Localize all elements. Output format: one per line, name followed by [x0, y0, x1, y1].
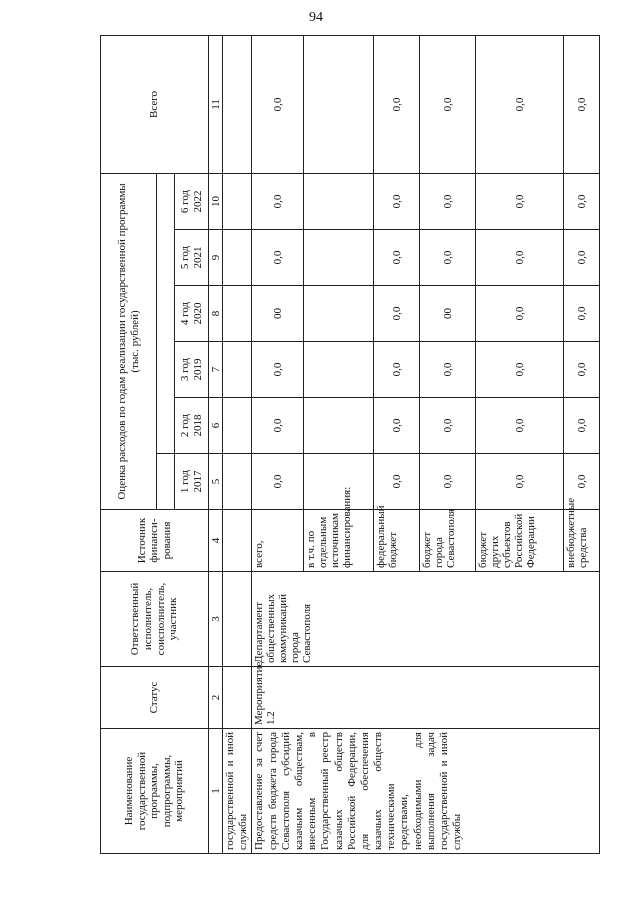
value-cell: 0,0: [564, 173, 600, 229]
value-cell: 0,0: [252, 398, 304, 454]
value-cell: 0,0: [420, 35, 476, 173]
year-header: 6 год 2022: [175, 173, 209, 229]
source-cell: бюджет других субъектов Российской Федерации: [476, 510, 564, 572]
value-cell: 0,0: [374, 342, 420, 398]
measure-status: Мероприятие 1.2: [252, 667, 600, 729]
measure-responsible: Департамент общественных коммуникаций города Севастополя: [252, 572, 600, 667]
value-cell: 0,0: [476, 173, 564, 229]
column-number: 6: [209, 398, 223, 454]
value-cell: 0,0: [374, 454, 420, 510]
header-total: Всего: [101, 35, 209, 173]
value-cell: 0,0: [564, 286, 600, 342]
column-number: 7: [209, 342, 223, 398]
value-cell: 0,0: [476, 398, 564, 454]
value-cell: 00: [420, 286, 476, 342]
column-number: 9: [209, 230, 223, 286]
column-number: 3: [209, 572, 223, 667]
column-number: 1: [209, 729, 223, 854]
value-cell: 0,0: [374, 398, 420, 454]
year-header: 3 год 2019: [175, 342, 209, 398]
value-cell: 0,0: [564, 35, 600, 173]
value-cell: 0,0: [252, 230, 304, 286]
value-cell: 0,0: [374, 286, 420, 342]
table-row: [252, 35, 304, 853]
source-cell: всего,: [252, 510, 304, 572]
value-cell: 0,0: [420, 173, 476, 229]
value-cell: 0,0: [564, 398, 600, 454]
source-cell: федеральный бюджет: [374, 510, 420, 572]
prev-row: [223, 35, 252, 853]
value-cell: 0,0: [476, 342, 564, 398]
value-cell: 0,0: [374, 230, 420, 286]
header-responsible: Ответственный исполнитель, соисполнитель, участник: [101, 572, 209, 667]
source-cell: внебюджетные средства: [564, 510, 600, 572]
year-header: 1 год 2017: [175, 454, 209, 510]
column-number: 2: [209, 667, 223, 729]
value-cell: 0,0: [420, 230, 476, 286]
value-cell: 0,0: [374, 173, 420, 229]
header-name: Наименование государственной программы, подпрограммы, мероприятий: [101, 729, 209, 854]
year-header: 5 год 2021: [175, 230, 209, 286]
measure-name: Предоставление за счет средств бюджета города Севастополя субсидий казачьим обществам, внесенным в Государственный реестр казачьих обществ Российской Федерации, для обеспечения казачьих обществ техническими средствами, необходимыми для выполнения задач государственной и иной службы: [252, 729, 600, 854]
rotated-table-container: [100, 36, 600, 854]
value-cell: 0,0: [252, 454, 304, 510]
value-cell: 0,0: [374, 35, 420, 173]
value-cell: 0,0: [252, 173, 304, 229]
column-number: 4: [209, 510, 223, 572]
value-cell: 0,0: [420, 342, 476, 398]
header-estimate: Оценка расходов по годам реализации государственной программы (тыс. рублей): [101, 173, 157, 509]
value-cell: 0,0: [476, 286, 564, 342]
value-cell: 0,0: [252, 342, 304, 398]
value-cell: 00: [252, 286, 304, 342]
header-status: Статус: [101, 667, 209, 729]
value-cell: 0,0: [564, 454, 600, 510]
year-header: 4 год 2020: [175, 286, 209, 342]
column-number: 8: [209, 286, 223, 342]
column-number: 5: [209, 454, 223, 510]
column-number: 11: [209, 35, 223, 173]
column-number: 10: [209, 173, 223, 229]
column-number-row: [209, 35, 223, 853]
value-cell: 0,0: [252, 35, 304, 173]
value-cell: 0,0: [420, 398, 476, 454]
value-cell: 0,0: [564, 342, 600, 398]
header-source: Источник финанси-рования: [101, 510, 209, 572]
value-cell: 0,0: [476, 230, 564, 286]
value-cell: 0,0: [564, 230, 600, 286]
prev-row-name: государственной и иной службы: [223, 729, 252, 854]
expense-table: [100, 35, 600, 854]
value-cell: 0,0: [420, 454, 476, 510]
value-cell: 0,0: [476, 454, 564, 510]
value-cell: 0,0: [476, 35, 564, 173]
source-cell: бюджет города Севастополя: [420, 510, 476, 572]
year-header: 2 год 2018: [175, 398, 209, 454]
page-number: 94: [309, 10, 323, 25]
source-cell: в т.ч. по отдельным источникам финансирования:: [304, 510, 374, 572]
